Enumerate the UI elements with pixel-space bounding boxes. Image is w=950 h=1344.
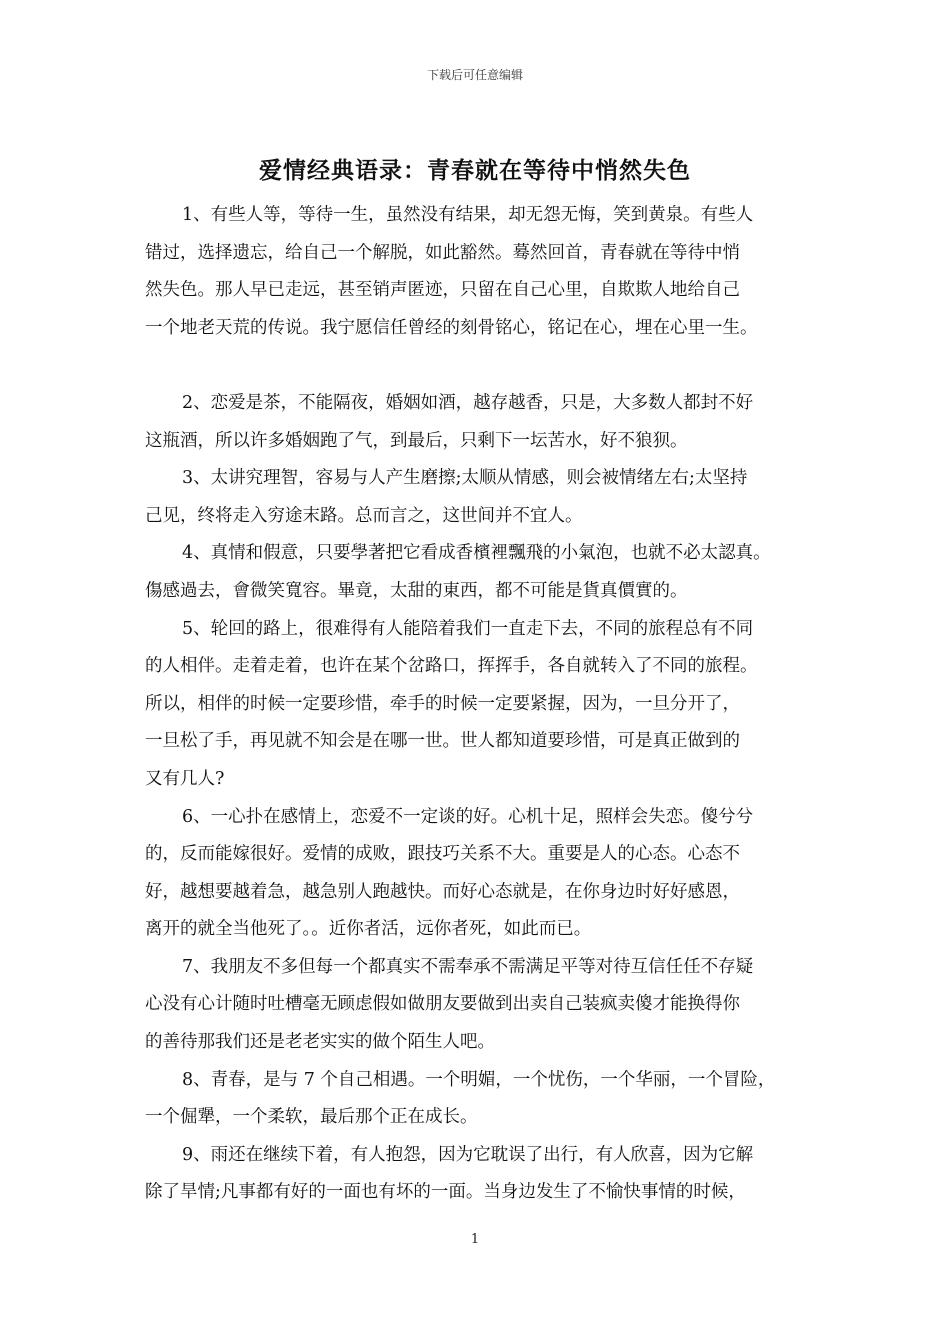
paragraph-line: 心没有心计随时吐槽毫无顾虑假如做朋友要做到出卖自己装疯卖傻才能换得你 (145, 994, 740, 1015)
paragraph-line: 好，越想要越着急，越急别人跑越快。而好心态就是，在你身边时好好感恩， (145, 881, 740, 902)
paragraph-7 (145, 949, 825, 1062)
paragraph-line: 6、一心扑在感情上，恋爱不一定谈的好。心机十足，照样会失恋。傻兮兮 (182, 806, 754, 827)
paragraph-8 (145, 1062, 825, 1137)
paragraph-line: 4、真情和假意，只要學著把它看成香檳裡飄飛的小氣泡，也就不必太認真。 (182, 543, 771, 564)
paragraph-9 (145, 1137, 825, 1212)
paragraph-line: 除了旱情;凡事都有好的一面也有坏的一面。当身边发生了不愉快事情的时候， (145, 1182, 746, 1203)
blank-line (145, 347, 825, 385)
paragraph-line: 离开的就全当他死了。。近你者活，远你者死，如此而已。 (145, 919, 592, 940)
paragraph-3 (145, 460, 825, 535)
document-title: 爱情经典语录：青春就在等待中悄然失色 (259, 157, 691, 184)
paragraph-1 (145, 197, 825, 347)
paragraph-line: 傷感過去，會微笑寬容。畢竟，太甜的東西，都不可能是貨真價實的。 (145, 580, 688, 601)
paragraph-line: 7、我朋友不多但每一个都真实不需奉承不需满足平等对待互信任任不存疑 (182, 956, 754, 977)
paragraph-line: 的，反而能嫁很好。爱情的成败，跟技巧关系不大。重要是人的心态。心态不 (145, 844, 740, 865)
paragraph-4 (145, 535, 825, 610)
download-note: 下载后可任意编辑 (426, 68, 523, 82)
paragraph-line: 的人相伴。走着走着，也许在某个岔路口，挥挥手，各自就转入了不同的旅程。 (145, 656, 758, 677)
paragraph-line: 一个倔犟，一个柔软，最后那个正在成长。 (145, 1107, 478, 1128)
paragraph-line: 的善待那我们还是老老实实的做个陌生人吧。 (145, 1032, 495, 1053)
paragraph-line: 这瓶酒，所以许多婚姻跑了气，到最后，只剩下一坛苦水，好不狼狈。 (145, 430, 688, 451)
paragraph-line: 所以，相伴的时候一定要珍惜，牵手的时候一定要紧握，因为，一旦分开了， (145, 693, 740, 714)
paragraph-line: 一个地老天荒的传说。我宁愿信任曾经的刻骨铭心，铭记在心，埋在心里一生。 (145, 317, 758, 338)
paragraph-line: 又有几人? (145, 768, 225, 789)
paragraph-5 (145, 611, 825, 799)
paragraph-2 (145, 385, 825, 460)
document-body (145, 197, 825, 1212)
paragraph-line: 3、太讲究理智，容易与人产生磨擦;太顺从情感，则会被情绪左右;太坚持 (182, 468, 748, 489)
paragraph-line: 错过，选择遗忘，给自己一个解脱，如此豁然。蓦然回首，青春就在等待中悄 (145, 242, 740, 263)
paragraph-line: 8、青春，是与 7 个自己相遇。一个明媚，一个忧伤，一个华丽，一个冒险， (182, 1069, 776, 1090)
paragraph-line: 5、轮回的路上，很难得有人能陪着我们一直走下去，不同的旅程总有不同 (182, 618, 754, 639)
paragraph-line: 9、雨还在继续下着，有人抱怨，因为它耽误了出行，有人欣喜，因为它解 (182, 1144, 754, 1165)
paragraph-line: 1、有些人等，等待一生，虽然没有结果，却无怨无悔，笑到黄泉。有些人 (182, 205, 754, 225)
paragraph-line: 然失色。那人早已走远，甚至销声匿迹，只留在自己心里，自欺欺人地给自己 (145, 280, 740, 301)
paragraph-line: 2、恋爱是茶，不能隔夜，婚姻如酒，越存越香，只是，大多数人都封不好 (182, 392, 754, 413)
paragraph-6 (145, 799, 825, 949)
paragraph-line: 一旦松了手，再见就不知会是在哪一世。世人都知道要珍惜，可是真正做到的 (145, 731, 740, 752)
page-number: 1 (470, 1232, 480, 1247)
paragraph-line: 己见，终将走入穷途末路。总而言之，这世间并不宜人。 (145, 505, 583, 526)
